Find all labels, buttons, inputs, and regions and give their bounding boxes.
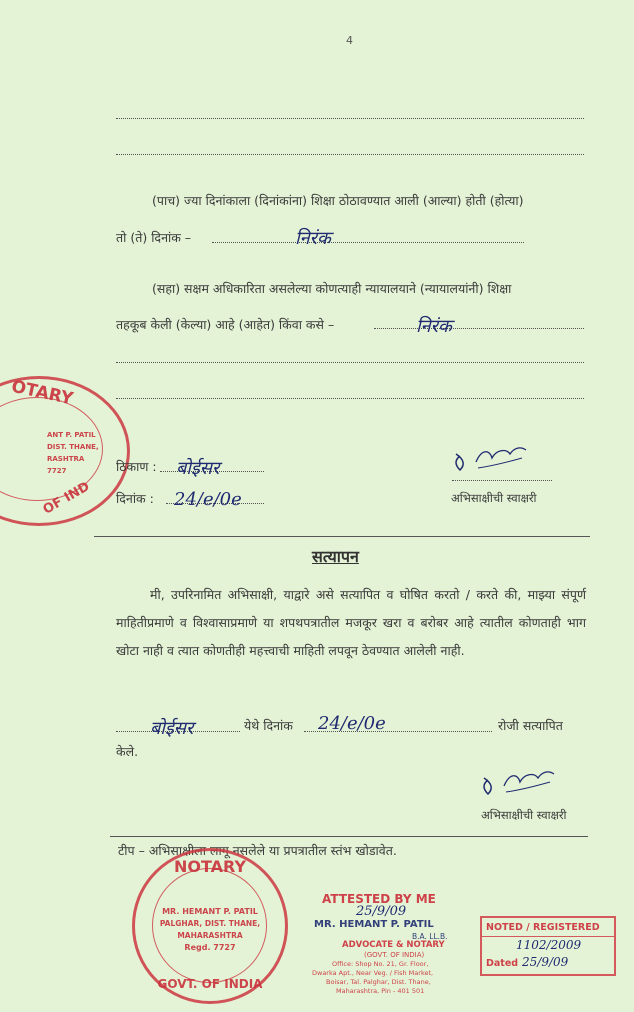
verification-body: मी, उपरिनामित अभिसाक्षी, याद्वारे असे सत्यापित व घोषित करतो / करते की, माझ्या संपूर्ण माहितीप्रमाणे व विश्वासाप्रमाणे या शपथपत्रातील मजकूर खरा व बरोबर आहे त्यातील कोणताही भाग खोटा नाही व त्यात कोणतीही महत्त्वाची माहिती लपवून ठेवण्यात आलेली नाही. [116,587,586,658]
notary-address-4: Maharashtra, Pin - 401 501 [336,987,425,995]
para-5-line1: (पाच) ज्या दिनांकाला (दिनांकांना) शिक्षा ठोठावण्यात आली (आल्या) होती (होत्या) [152,193,524,208]
notary-name: MR. HEMANT P. PATIL [314,919,434,930]
blank-line [116,154,584,155]
para-6-line1: (सहा) सक्षम अधिकारिता असलेल्या कोणत्याही न्यायालयाने (न्यायालयांनी) शिक्षा [152,281,512,296]
date-handwritten: 24/e/0e [174,489,242,510]
verification-place-handwritten: बोईसर [150,718,194,739]
notary-seal-partial: OTARY ANT P. PATIL DIST. THANE, RASHTRA 7727 OF IND [0,376,130,526]
attestation-signature: 25/9/09 [356,904,407,919]
para-6-handwritten-value: निरंक [416,316,452,337]
notary-role: ADVOCATE & NOTARY [342,940,445,950]
verification-signature [476,764,566,806]
notary-degree: B.A. LL.B. [412,932,448,941]
place-handwritten: बोईसर [176,458,220,479]
blank-line [116,118,584,119]
section-divider [94,536,590,537]
deponent-signature [448,440,538,482]
verification-date-handwritten: 24/e/0e [318,713,386,734]
registered-stamp [480,916,616,976]
notary-seal: NOTARY MR. HEMANT P. PATIL PALGHAR, DIST. THANE, MAHARASHTRA Regd. 7727 GOVT. OF INDIA [132,848,288,1004]
registered-number: 1102/2009 [516,938,582,952]
place-label: ठिकाण : [116,459,157,474]
notary-address-1: Office: Shop No. 21, Gr. Floor, [332,960,429,968]
verification-signature-label: अभिसाक्षीची स्वाक्षरी [481,808,567,822]
attested-title: ATTESTED BY ME [322,892,436,906]
verification-heading: सत्यापन [312,547,359,566]
fill-line [374,328,584,329]
blank-line [116,398,584,399]
note-divider [110,836,588,837]
blank-line [116,362,584,363]
para-5-line2: तो (ते) दिनांक – [116,230,192,245]
registered-dated-value: 25/9/09 [522,955,569,969]
registered-title: NOTED / REGISTERED [486,922,600,933]
fill-line [212,242,524,243]
date-label: दिनांक : [116,491,154,506]
page-number: 4 [346,34,353,47]
para-5-handwritten-value: निरंक [295,228,331,249]
deponent-signature-label: अभिसाक्षीची स्वाक्षरी [451,491,537,505]
para-6-line2: तहकूब केली (केल्या) आहे (आहेत) किंवा कसे – [116,317,335,332]
signature-line [452,480,552,481]
note: टीप – अभिसाक्षीला लागू नसलेले या प्रपत्रातील स्तंभ खोडावेत. [118,843,397,858]
notary-address-2: Dwarka Apt., Near Veg. / Fish Market, [312,969,434,977]
registered-dated-label: Dated [486,958,519,969]
verification-at-date: येथे दिनांक [244,718,293,733]
verification-verified-on: रोजी सत्यापित [498,718,563,733]
verification-done: केले. [116,744,139,759]
notary-address-3: Boisar, Tal. Palghar, Dist. Thane, [326,978,431,986]
notary-govt: (GOVT. OF INDIA) [364,951,425,959]
